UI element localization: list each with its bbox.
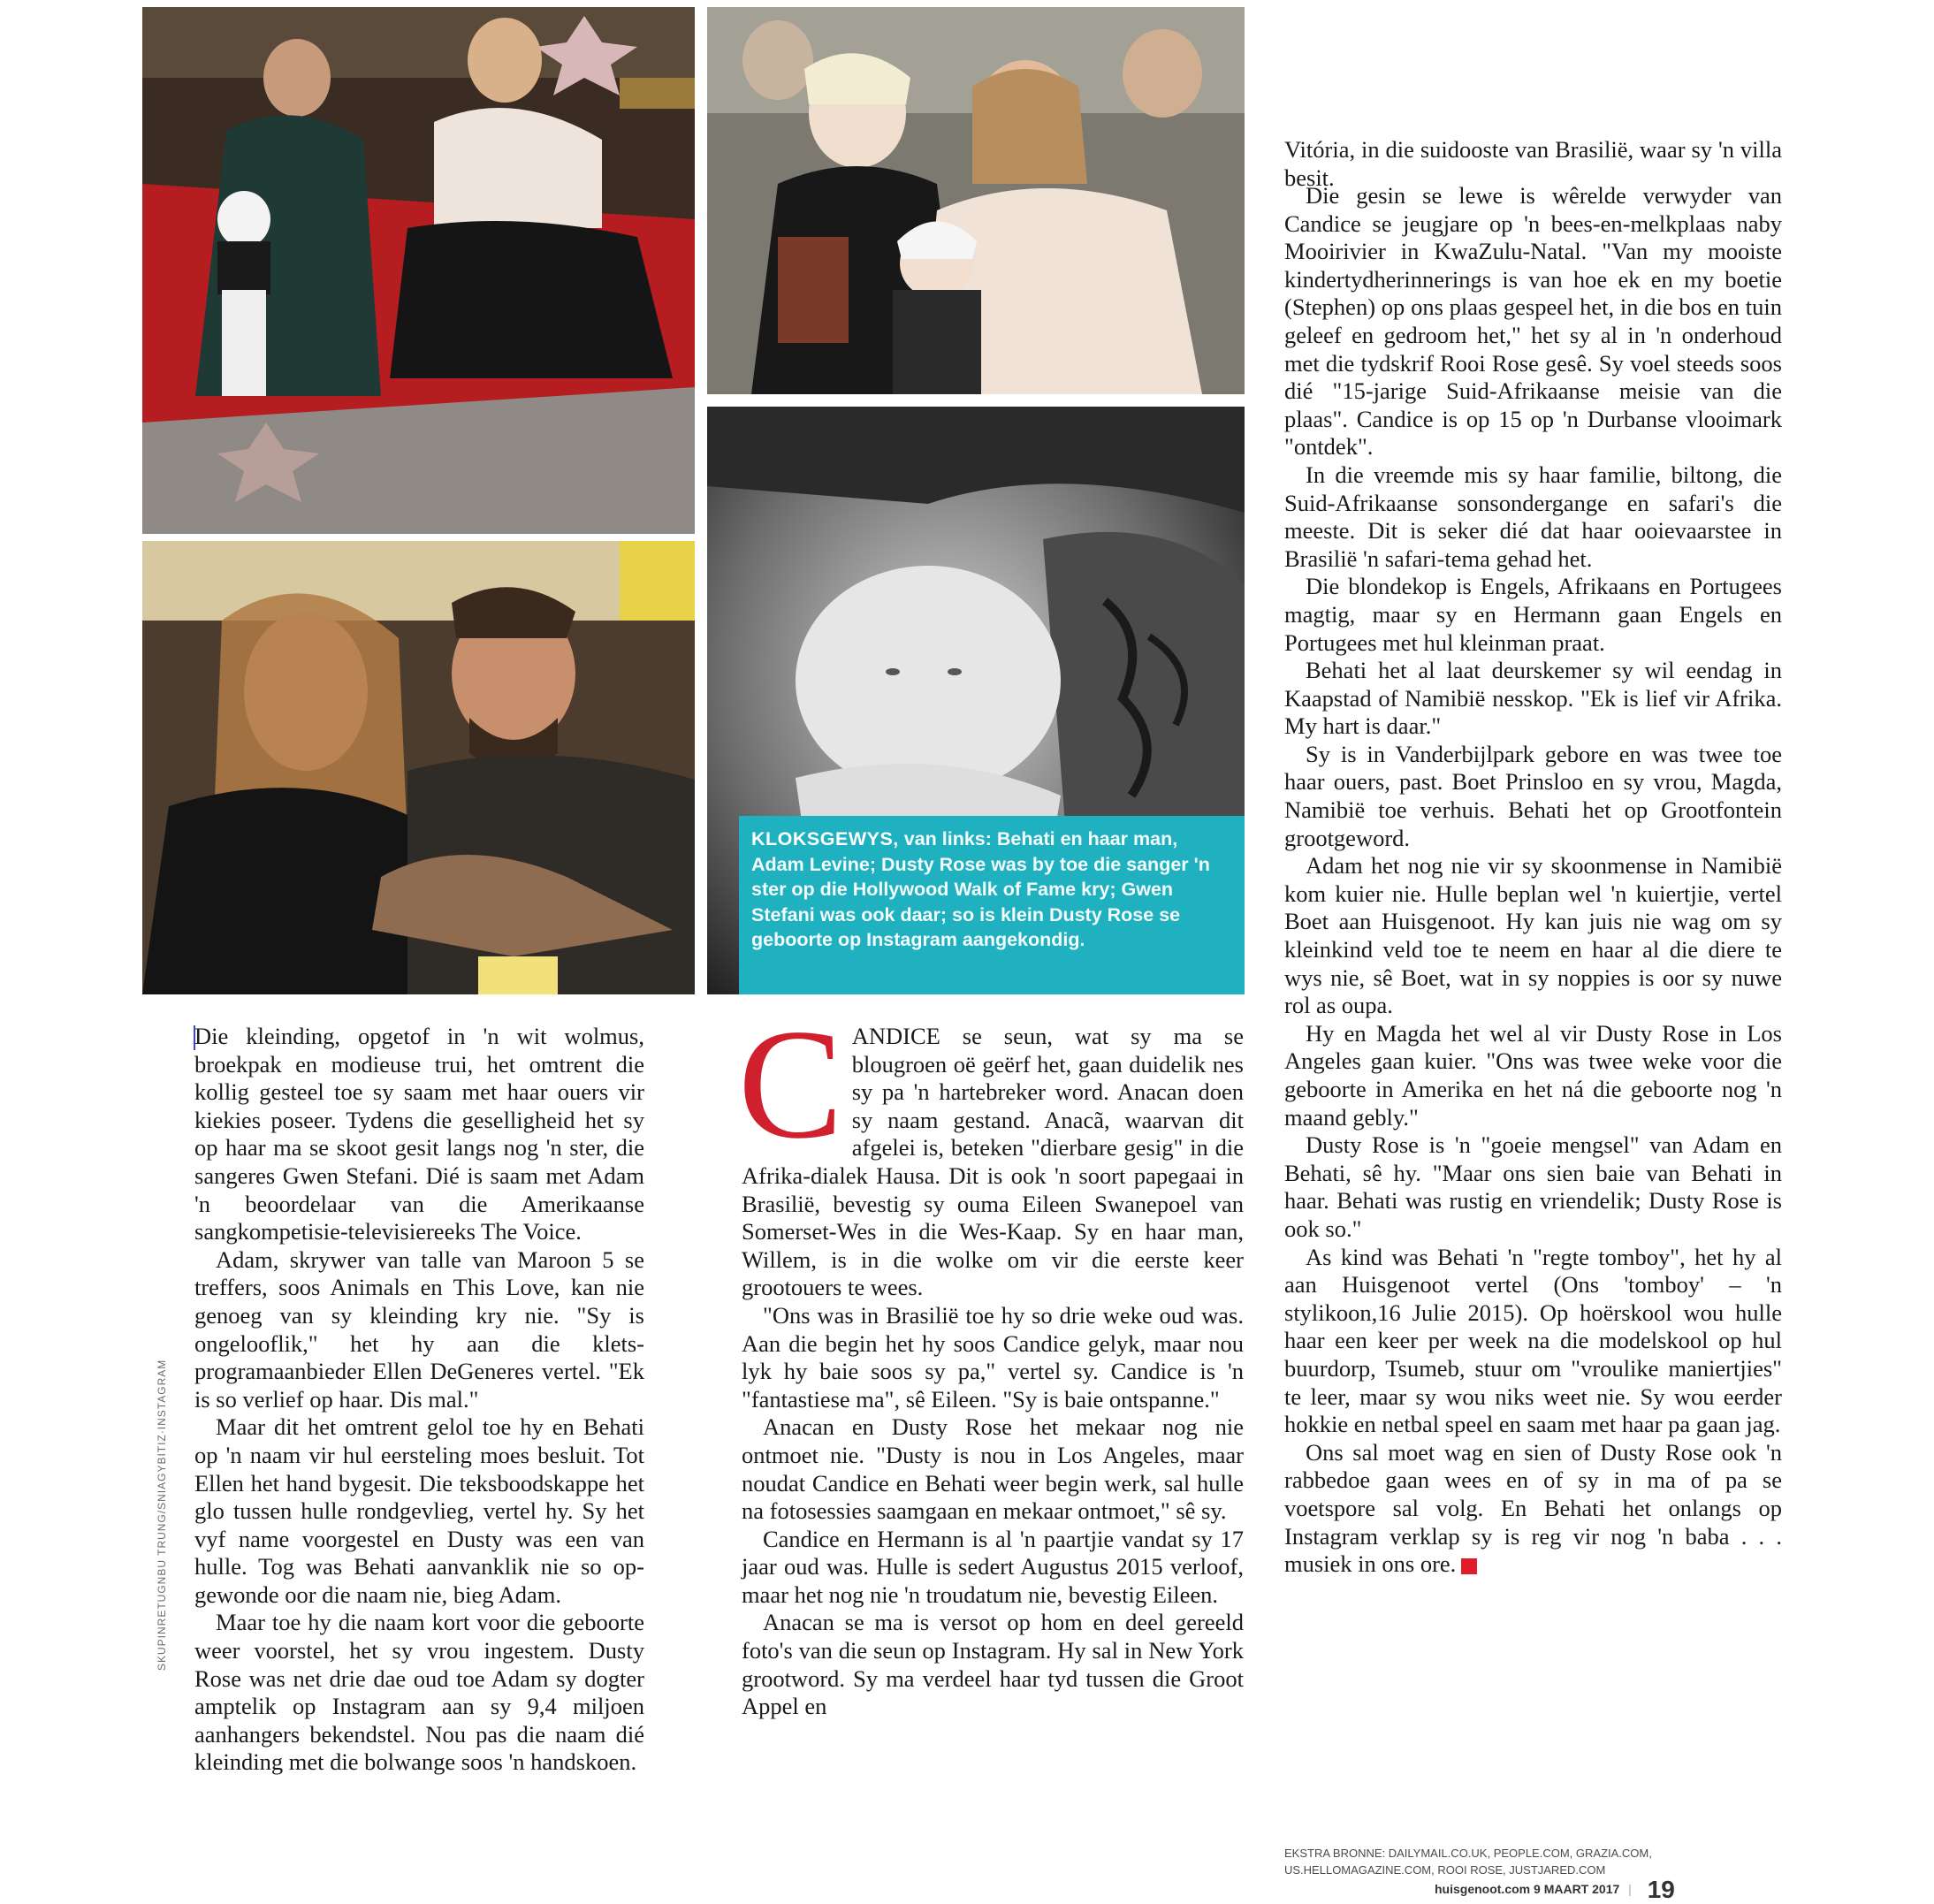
behati-adam-courtside-photo <box>142 541 695 994</box>
paragraph: As kind was Behati 'n "regte tomboy", het hy al aan Huisgenoot vertel (Ons 'tomboy' – 'n stylikoon,16 Julie 2015). Op hoërskool wou hulle haar een keer per week na die modelskool op hul buurdorp, Tsumeb, stuur om "vroulike maniertjies" te leer, maar sy wou niks weet nie. Sy wou eerder hokkie en netbal speel en saam met haar pa gaan jag. <box>1284 1243 1782 1438</box>
page-number: 19 <box>1647 1876 1675 1903</box>
paragraph: Anacan en Dusty Rose het mekaar nog nie ontmoet nie. "Dusty is nou in Los Angeles, maar noudat Candice en Behati weer begin werk, sal hulle na fotosessies saamgaan en mekaar ontmoet," sê sy. <box>742 1413 1244 1525</box>
paragraph: Hy en Magda het wel al vir Dusty Rose in Los Angeles gaan kuier. "Ons was twee weke voor die geboorte in Amerika en het ná die geboorte nog 'n maand gebly." <box>1284 1019 1782 1131</box>
photo-caption <box>739 816 1245 994</box>
paragraph <box>1284 1439 1782 1579</box>
folio-site: huisgenoot.com <box>1435 1882 1531 1896</box>
paragraph: Maar toe hy die naam kort voor die geboorte weer voorstel, het sy vrou ingestem. Dusty Rose was net drie dae oud toe Adam sy dogter amptelik op Instagram aan sy 9,4 miljoen aanhangers bekendstel. Nou pas die naam dié kleinding met die bolwange soos 'n handskoen. <box>194 1609 644 1776</box>
paragraph: Sy is in Vanderbijlpark gebore en was twee toe haar ouers, past. Boet Prinsloo en sy vrou, Magda, Namibië toe verhuis. Behati het op Grootfontein grootgeword. <box>1284 740 1782 851</box>
sources-credit: EKSTRA BRONNE: DAILYMAIL.CO.UK, PEOPLE.COM, GRAZIA.COM, US.HELLOMAGAZINE.COM, ROOI ROSE, JUSTJARED.COM <box>1284 1847 1652 1877</box>
paragraph: Anacan se ma is versot op hom en deel gereeld foto's van die seun op Instagram. Hy sal in New York grootword. Sy ma verdeel haar tyd tussen die Groot Appel en <box>742 1609 1244 1720</box>
paragraph: In die vreemde mis sy haar familie, biltong, die Suid-Afrikaanse sonsondergange en safari's die meeste. Dit is seker dié dat haar ooievaarstee in Brasilië 'n safari-tema gehad het. <box>1284 461 1782 572</box>
photo-credit-vertical: SKUPINRETUGNBU TRUNG/SNIAGYBITIZ·INSTAGRAM <box>156 1359 168 1671</box>
article-column-1 <box>194 1023 644 1777</box>
folio-date: 9 MAART 2017 <box>1534 1882 1620 1896</box>
paragraph: Candice en Hermann is al 'n paartjie vandat sy 17 jaar oud was. Hulle is sedert Augustus 2015 verloof, maar het nog nie 'n troudatum nie, bevestig Eileen. <box>742 1525 1244 1608</box>
page-folio <box>1435 1876 1675 1904</box>
paragraph: "Ons was in Brasilië toe hy so drie weke oud was. Aan die begin het hy soos Candice gelyk, maar nou lyk hy baie soos sy pa," vertel sy. Candice is 'n "fantastiese ma", sê Eileen. "Sy is baie ontspanne." <box>742 1301 1244 1413</box>
walk-of-fame-photo <box>142 7 695 534</box>
article-column-2 <box>738 996 1244 1721</box>
article-column-3-continuation: Vitória, in die suidooste van Brasilië, waar sy 'n villa besit. <box>1284 136 1782 191</box>
paragraph-text: ANDICE se seun, wat sy ma se blougroen oë geërf het, gaan duidelik nes sy pa 'n hartebreker word. Anacan doen sy naam gestand. Anacã, waarvan dit afgelei is, beteken "dierbare gesig" in die Afrika-dialek Hausa. Dit is ook 'n soort papegaai in Brasilië, bevestig sy ouma Eileen Swanepoel van Somerset-Wes in die Wes-Kaap. Sy en haar man, Willem, is in die wolke om vir die eerste keer grootouers te wees. <box>742 1023 1244 1301</box>
gwen-stefani-photo <box>707 7 1245 394</box>
caption-lead: KLOKSGEWYS, <box>751 828 899 849</box>
paragraph: Adam het nog nie vir sy skoonmense in Namibië kom kuier nie. Hulle beplan wel 'n kuiertjie, vertel Boet aan Huisgenoot. Hy kan juis nie wag om sy kleinkind veld toe te neem en haar al die diere te wys nie, sê Boet, wat in sy noppies is oor sy nuwe rol as oupa. <box>1284 852 1782 1019</box>
paragraph-text: Ons sal moet wag en sien of Dusty Rose ook 'n rabbedoe gaan wees en of sy in ma of pa se voetspore sal volg. En Behati het onlangs op Instagram verklap sy is reg vir nog 'n baba . . . musiek in ons ore. <box>1284 1438 1782 1578</box>
paragraph: Behati het al laat deurskemer sy wil eendag in Kaapstad of Namibië nesskop. "Ek is lief vir Afrika. My hart is daar." <box>1284 657 1782 740</box>
paragraph: Maar dit het omtrent gelol toe hy en Behati op 'n naam vir hul eersteling moes besluit. Tot Ellen het hand bygesit. Die teksboodskappe het glo tussen hulle rondgevlieg, vertel hy. Sy het vyf name voorgestel en Dusty was een van hulle. Tog was Behati aanvanklik nie so opgewonde oor die naam nie, bieg Adam. <box>194 1413 644 1608</box>
paragraph: Die gesin se lewe is wêrelde verwyder van Candice se jeugjare op 'n bees-en-melkplaas naby Mooirivier in KwaZulu-Natal. "Van my mooiste kindertydherinnerings is van hoe ek en my boetie (Stephen) op ons plaas gespeel het, in die bos en tuin geleef en gedroom het," het sy al in 'n onderhoud met die tydskrif Rooi Rose gesê. Sy voel steeds soos dié "15-jarige Suid-Afrikaanse meisie van die plaas". Candice is op 15 op 'n Durbanse vlooimark "ontdek". <box>1284 182 1782 461</box>
paragraph: Adam, skrywer van talle van Maroon 5 se treffers, soos Animals en This Love, kan nie genoeg van sy kleinding kry nie. "Sy is ongelooflik," het hy aan die kletsprogramaanbieder Ellen DeGeneres vertel. "Ek is so verlief op haar. Dis mal." <box>194 1245 644 1413</box>
paragraph: Die blondekop is Engels, Afrikaans en Portugees magtig, maar sy en Hermann gaan Engels en Portugees met hul kleinman praat. <box>1284 573 1782 656</box>
paragraph: Die kleinding, opgetof in 'n wit wolmus, broekpak en modieuse trui, het omtrent die kollig gesteel toe sy saam met haar ouers vir kiekies poseer. Tydens die geselligheid het sy op haar ma se skoot gesit langs nog 'n ster, die sangeres Gwen Stefani. Dié is saam met Adam 'n beoordelaar van die Amerikaanse sangkompetisie-televisiereeks The Voice. <box>194 1023 644 1245</box>
paragraph <box>738 996 1244 1302</box>
drop-cap: C <box>738 996 843 1171</box>
paragraph: Dusty Rose is 'n "goeie mengsel" van Adam en Behati, sê hy. "Maar ons sien baie van Behati in haar. Behati was rustig en vriendelik; Dusty Rose is ook so." <box>1284 1131 1782 1242</box>
caption-text: van links: Behati en haar man, Adam Levine; Dusty Rose was by toe die sanger 'n ster op die Hollywood Walk of Fame kry; Gwen Stefani was ook daar; so is klein Dusty Rose se geboorte op Instagram aangekondig. <box>751 828 1210 950</box>
end-of-article-mark <box>1461 1558 1477 1574</box>
folio-separator: | <box>1628 1882 1632 1896</box>
article-column-3 <box>1284 182 1782 1579</box>
